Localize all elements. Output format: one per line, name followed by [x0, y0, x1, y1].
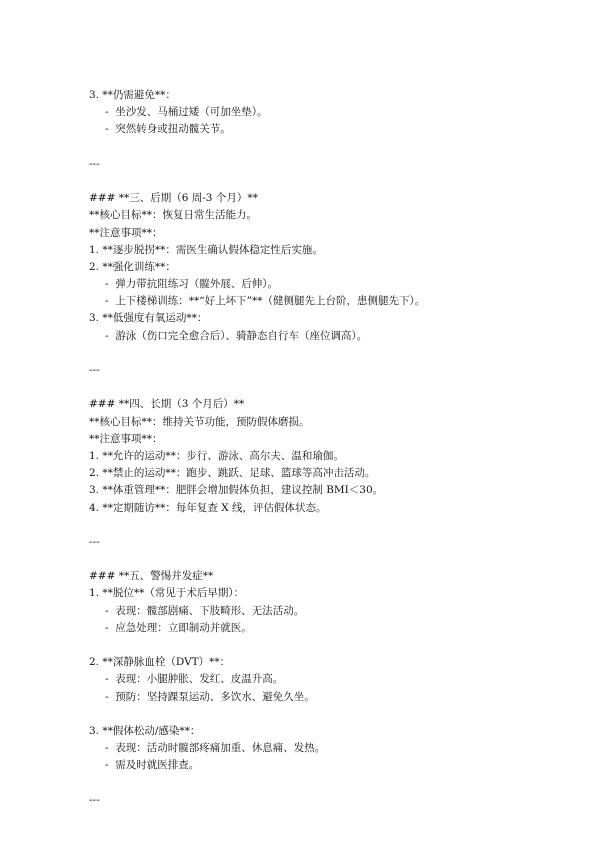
list-item: 4. **定期随访**：每年复查 X 线，评估假体状态。	[89, 501, 327, 514]
list-bullet: - 上下楼梯训练：**“好上坏下”**（健侧腿先上台阶，患侧腿先下）。	[105, 295, 426, 308]
spacer	[89, 517, 559, 534]
spacer	[89, 551, 559, 568]
list-item: 1. **脱位**（常见于术后早期）：	[89, 587, 245, 600]
core-goal: **核心目标**：维持关节功能，预防假体磨损。	[89, 415, 310, 428]
avoid-bullet: - 坐沙发、马桶过矮（可加坐垫）。	[105, 106, 268, 119]
separator: ---	[89, 535, 100, 548]
separator: ---	[89, 364, 100, 376]
list-item: 2. **强化训练**：	[89, 260, 176, 273]
list-item: 3. **体重管理**：肥胖会增加假体负担，建议控制 BMI＜30。	[89, 484, 384, 497]
list-bullet: - 表现：小腿肿胀、发红、皮温升高。	[105, 673, 284, 686]
core-goal: **核心目标**：恢复日常生活能力。	[89, 209, 257, 222]
spacer	[89, 173, 559, 190]
list-item: 2. **禁止的运动**：跑步、跳跃、足球、篮球等高冲击活动。	[89, 467, 376, 480]
list-item: 2. **深静脉血栓（DVT）**：	[89, 656, 231, 669]
list-bullet: - 预防：坚持踝泵运动、多饮水、避免久坐。	[105, 690, 315, 703]
list-item: 1. **逐步脱拐**：需医生确认假体稳定性后实施。	[89, 243, 323, 256]
list-bullet: - 游泳（伤口完全愈合后）、骑静态自行车（座位调高）。	[105, 329, 368, 342]
section-heading-late: ### **三、后期（6 周-3 个月）**	[89, 192, 258, 205]
list-item: 1. **允许的运动**：步行、游泳、高尔夫、温和瑜伽。	[89, 449, 344, 462]
spacer	[89, 706, 559, 723]
list-bullet: - 应急处理：立即制动并就医。	[105, 621, 252, 634]
spacer	[89, 345, 559, 362]
list-bullet: - 弹力带抗阻练习（髋外展、后伸）。	[105, 278, 278, 291]
section-heading-complications: ### **五、警惕并发症**	[89, 570, 214, 583]
list-item: 3. **假体松动/感染**：	[89, 724, 201, 737]
separator: ---	[89, 157, 100, 170]
avoid-bullet: - 突然转身或扭动髋关节。	[105, 123, 231, 136]
list-item: 3. **低强度有氧运动**：	[89, 312, 208, 325]
spacer	[89, 139, 559, 156]
avoid-item-title: 3. **仍需避免**：	[89, 89, 176, 101]
list-bullet: - 需及时就医排查。	[105, 759, 200, 772]
document-content	[89, 87, 559, 809]
spacer	[89, 775, 559, 792]
notes-label: **注意事项**：	[89, 226, 163, 239]
spacer	[89, 637, 559, 654]
section-heading-long: ### **四、长期（3 个月后）**	[89, 398, 245, 411]
list-bullet: - 表现：髋部剧痛、下肢畸形、无法活动。	[105, 604, 305, 617]
spacer	[89, 379, 559, 396]
separator: ---	[89, 793, 100, 806]
notes-label: **注意事项**：	[89, 432, 163, 445]
list-bullet: - 表现：活动时髋部疼痛加重、休息痛、发热。	[105, 742, 326, 755]
